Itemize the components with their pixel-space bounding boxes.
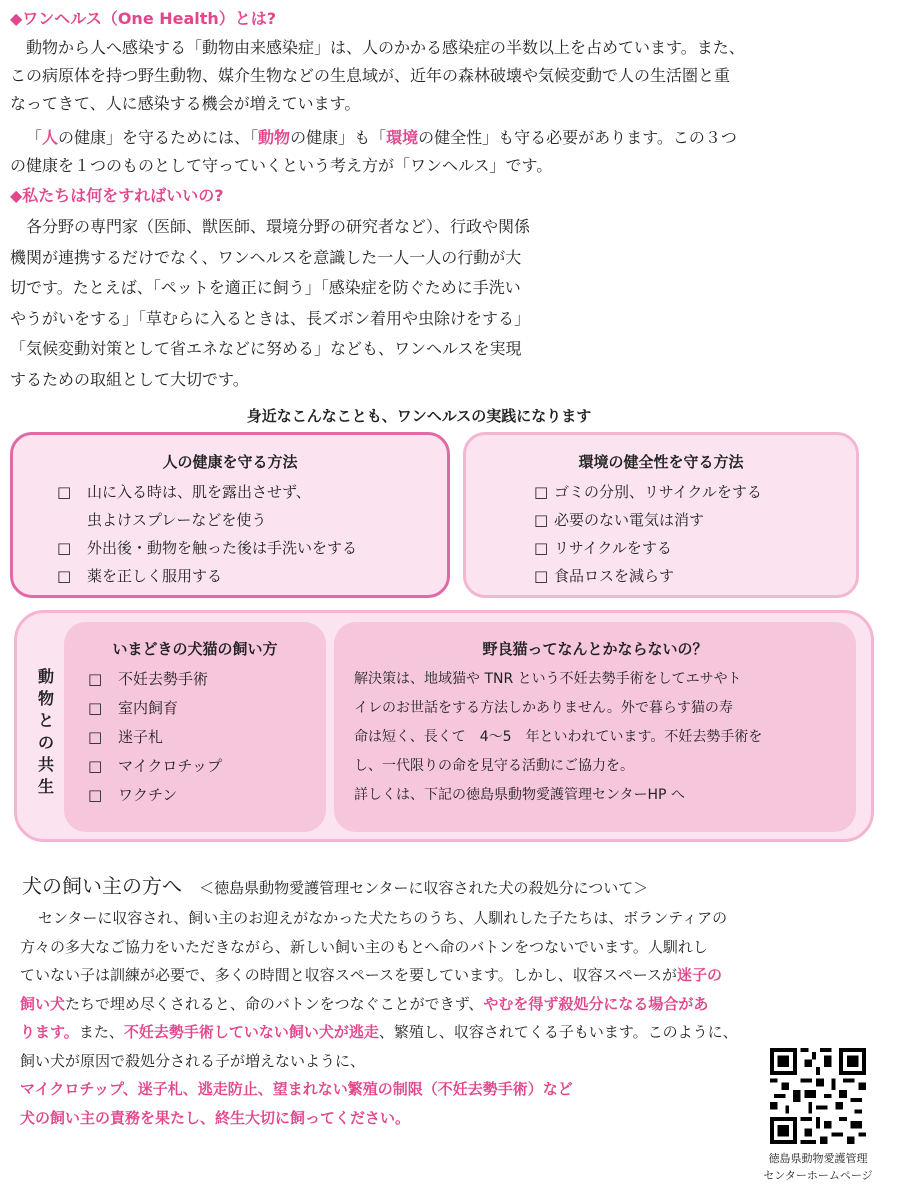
stray-cat-text <box>354 665 856 810</box>
text-line: 動物から人へ感染する「動物由来感染症」は、人のかかる感染症の半数以上を占めています。また、 <box>26 38 745 57</box>
list-item: □ 食品ロスを減らす <box>534 562 856 590</box>
text-line: 「気候変動対策として省エネなどに努める」なども、ワンヘルスを実現 <box>10 339 522 358</box>
coexistence-label: 動 物 と の 共 生 <box>37 667 54 796</box>
list-item: □ 不妊去勢手術 <box>88 665 326 694</box>
qr-caption: 徳島県動物愛護管理 センターホームページ <box>763 1152 873 1182</box>
text-line: 機関が連携するだけでなく、ワンヘルスを意識した一人一人の行動が大 <box>10 247 522 267</box>
checkbox-icon: □ <box>88 728 103 746</box>
environment-box <box>463 432 859 598</box>
checkbox-icon: □ <box>534 539 549 557</box>
checkbox-icon: □ <box>534 483 549 501</box>
text-span: 「 <box>26 128 43 147</box>
human-health-box <box>10 432 450 598</box>
pet-care-list <box>88 665 326 810</box>
list-item: □ 山に入る時は、肌を露出させず、 <box>57 478 447 506</box>
text-line: の健康を１つのものとして守っていくという考え方が「ワンヘルス」です。 <box>10 156 553 175</box>
text-line: 解決策は、地域猫や TNR という不妊去勢手術をしてエサやト <box>354 671 742 687</box>
text-line: センターに収容され、飼い主のお迎えがなかった犬たちのうち、人馴れした子たちは、ボランティアの <box>38 909 728 927</box>
qr-code-icon[interactable] <box>770 1048 866 1144</box>
environment-list <box>534 478 856 590</box>
intro-paragraph-1 <box>10 34 745 118</box>
highlight-line: マイクロチップ、迷子札、逃走防止、望まれない繁殖の制限（不妊去勢手術）など <box>20 1080 573 1098</box>
text-line: 切です。たとえば、「ペットを適正に飼う」「感染症を防ぐために手洗い <box>10 278 521 297</box>
stray-cat-title: 野良猫ってなんとかならないの？ <box>482 640 708 658</box>
text-span: の健康」を守るためには、「 <box>58 128 259 147</box>
checkbox-icon: □ <box>57 539 72 557</box>
list-item: □ マイクロチップ <box>88 752 326 781</box>
text-span: の健康」も「 <box>290 128 387 147</box>
pet-care-title: いまどきの犬猫の飼い方 <box>112 640 278 658</box>
text-line: 飼い犬が原因で殺処分される子が増えないように、 <box>20 1051 366 1070</box>
list-item: □ リサイクルをする <box>534 534 856 562</box>
checkbox-icon: □ <box>88 670 103 688</box>
checkbox-icon: □ <box>88 786 103 804</box>
pet-care-box <box>64 622 326 832</box>
list-item: □ 外出後・動物を触った後は手洗いをする <box>57 534 447 562</box>
dog-owners-subtitle: ＜徳島県動物愛護管理センターに収容された犬の殺処分について＞ <box>199 879 649 897</box>
highlight-text: 不妊去勢手術していない飼い犬が逃走 <box>123 1023 379 1041</box>
list-item: □ ワクチン <box>88 781 326 810</box>
highlight-text: やむを得ず殺処分になる場合があ <box>483 994 709 1013</box>
highlight-human: 人 <box>42 128 59 147</box>
dog-owners-header <box>22 870 648 899</box>
intro-paragraph-3 <box>10 212 530 395</box>
list-item: □ 室内飼育 <box>88 694 326 723</box>
human-health-title: 人の健康を守る方法 <box>162 453 298 471</box>
highlight-text: 迷子の <box>677 966 723 984</box>
checkbox-icon: □ <box>534 511 549 529</box>
list-item: □ 薬を正しく服用する <box>57 562 447 590</box>
checkbox-icon: □ <box>57 483 72 501</box>
section-heading-what-to-do: ◆私たちは何をすればいいの? <box>10 186 224 205</box>
highlight-environment: 環境 <box>386 128 419 147</box>
text-line: 命は短く、長くて 4～5 年といわれています。不妊去勢手術を <box>354 729 763 745</box>
text-line: なってきて、人に感染する機会が増えています。 <box>10 94 361 113</box>
highlight-line: 犬の飼い主の責務を果たし、終生大切に飼ってください。 <box>20 1108 411 1127</box>
text-span: の健全性」も守る必要があります。この３つ <box>418 128 737 147</box>
list-item: □ 迷子札 <box>88 723 326 752</box>
checkbox-icon: □ <box>88 699 103 717</box>
highlight-animal: 動物 <box>258 128 291 147</box>
checkbox-icon: □ <box>57 567 72 585</box>
highlight-text: ります。 <box>20 1023 79 1041</box>
list-item: □ 必要のない電気は消す <box>534 506 856 534</box>
human-health-list <box>57 478 447 590</box>
text-line: イレのお世話をする方法しかありません。外で暮らす猫の寿 <box>354 700 733 716</box>
checkbox-icon: □ <box>534 567 549 585</box>
section-heading-one-health: ◆ワンヘルス（One Health）とは? <box>10 9 277 28</box>
intro-paragraph-2 <box>10 124 737 180</box>
checkbox-icon: □ <box>88 757 103 775</box>
environment-title: 環境の健全性を守る方法 <box>578 453 744 471</box>
practice-title: 身近なこんなことも、ワンヘルスの実践になります <box>246 407 592 425</box>
text-line: やうがいをする」「草むらに入るときは、長ズボン着用や虫除けをする」 <box>10 308 531 328</box>
text-line: この病原体を持つ野生動物、媒介生物などの生息域が、近年の森林破壊や気候変動で人の生活圏と重 <box>10 66 731 85</box>
list-item: □ ゴミの分別、リサイクルをする <box>534 478 856 506</box>
dog-owners-text: センターに収容され、飼い主のお迎えがなかった犬たちのうち、人馴れした子たちは、ボランティアの 方々の多大なご協力をいただきながら、新しい飼い主のもとへ命のバトンをつないでいます。人馴れし ていない子は訓練が必要で、多くの時間と収容スペースを要しています。しかし、収容スペースが迷子の 飼い犬たちで埋め尽くされると、命のバトンをつなぐことができず、やむを得ず殺処分になる場合があ ります。また、不妊去勢手術していない飼い犬が逃走、繁殖し、収容されてくる子もいます。このように、 飼い犬が原因で殺処分される子が増えないように、 マイクロチップ、迷子札、逃走防止、望まれない繁殖の制限（不妊去勢手術）など 犬の飼い主の責務を果たし、終生大切に飼ってください。 <box>20 904 738 1132</box>
text-line: するための取組として大切です。 <box>10 369 249 389</box>
text-line: 詳しくは、下記の徳島県動物愛護管理センターHP へ <box>354 787 685 803</box>
list-item-continuation: 虫よけスプレーなどを使う <box>87 511 267 529</box>
text-line: 方々の多大なご協力をいただきながら、新しい飼い主のもとへ命のバトンをつないでいます。人馴れし <box>20 937 708 956</box>
text-line: 各分野の専門家（医師、獣医師、環境分野の研究者など）、行政や関係 <box>26 217 531 236</box>
stray-cat-box <box>334 622 856 832</box>
highlight-text: 飼い犬 <box>20 994 66 1013</box>
text-line: し、一代限りの命を見守る活動にご協力を。 <box>354 758 634 774</box>
dog-owners-title: 犬の飼い主の方へ <box>22 874 182 898</box>
